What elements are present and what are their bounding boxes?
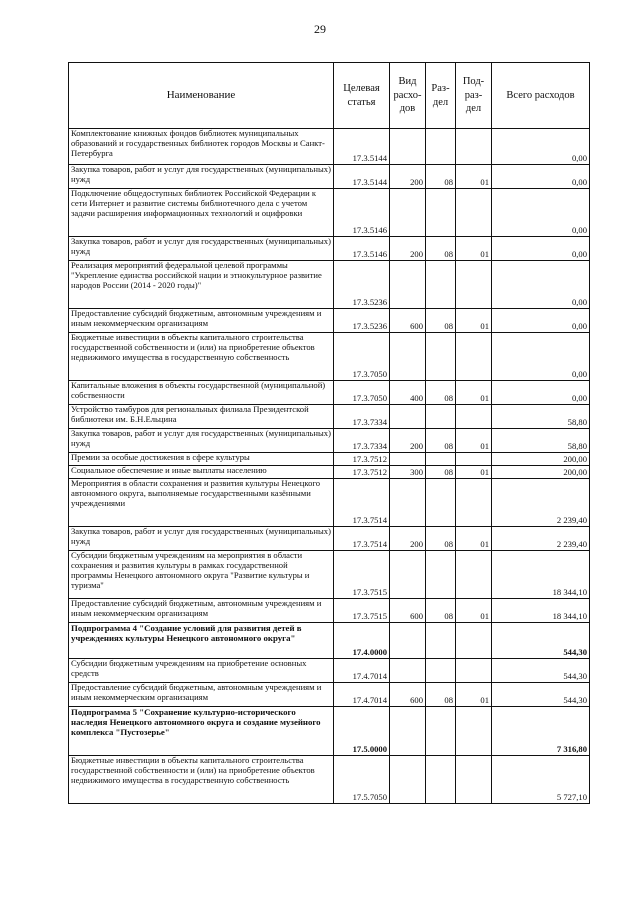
row-name: Закупка товаров, работ и услуг для государственных (муниципальных) нужд: [69, 429, 334, 453]
row-subsection: [456, 479, 492, 527]
row-subsection: 01: [456, 466, 492, 479]
row-expense-type: [390, 129, 426, 165]
row-total: 5 727,10: [492, 756, 590, 804]
row-subsection: 01: [456, 429, 492, 453]
row-subsection: [456, 405, 492, 429]
row-article: 17.3.7514: [334, 527, 390, 551]
row-total: 0,00: [492, 261, 590, 309]
table-row: [69, 165, 590, 189]
table-row: [69, 333, 590, 381]
row-name: Подпрограмма 4 "Создание условий для развития детей в учреждениях культуры Ненецкого автономного округа": [69, 623, 334, 659]
row-name: Подпрограмма 5 "Сохранение культурно-исторического наследия Ненецкого автономного округа и создание музейного комплекса "Пустозерье": [69, 707, 334, 756]
row-expense-type: 600: [390, 683, 426, 707]
row-subsection: 01: [456, 381, 492, 405]
row-article: 17.3.5144: [334, 165, 390, 189]
row-section: [426, 707, 456, 756]
row-article: 17.3.5236: [334, 309, 390, 333]
row-name: Закупка товаров, работ и услуг для государственных (муниципальных) нужд: [69, 527, 334, 551]
row-total: 0,00: [492, 381, 590, 405]
row-article: 17.3.5146: [334, 189, 390, 237]
row-section: [426, 479, 456, 527]
row-subsection: [456, 623, 492, 659]
header-subsection: Под-раз-дел: [456, 63, 492, 129]
table-row: [69, 237, 590, 261]
row-section: 08: [426, 237, 456, 261]
row-subsection: 01: [456, 237, 492, 261]
row-expense-type: 600: [390, 309, 426, 333]
row-subsection: [456, 261, 492, 309]
row-subsection: 01: [456, 309, 492, 333]
row-total: 0,00: [492, 165, 590, 189]
table-row: [69, 756, 590, 804]
row-subsection: [456, 551, 492, 599]
row-expense-type: [390, 261, 426, 309]
row-article: 17.3.7515: [334, 599, 390, 623]
row-section: 08: [426, 527, 456, 551]
row-name: Бюджетные инвестиции в объекты капитального строительства государственной собственности и (или) на приобретение объектов недвижимого имущества в государственную собственность: [69, 333, 334, 381]
row-article: 17.3.7512: [334, 466, 390, 479]
row-total: 0,00: [492, 333, 590, 381]
row-article: 17.3.7512: [334, 453, 390, 466]
row-expense-type: [390, 551, 426, 599]
row-article: 17.5.7050: [334, 756, 390, 804]
row-section: [426, 623, 456, 659]
row-subsection: [456, 189, 492, 237]
row-section: 08: [426, 381, 456, 405]
row-expense-type: 200: [390, 165, 426, 189]
table-row: [69, 189, 590, 237]
row-name: Бюджетные инвестиции в объекты капитального строительства государственной собственности и (или) на приобретение объектов недвижимого имущества в государственную собственность: [69, 756, 334, 804]
table-row: [69, 381, 590, 405]
row-expense-type: 400: [390, 381, 426, 405]
row-section: [426, 453, 456, 466]
table-row: [69, 527, 590, 551]
row-section: 08: [426, 309, 456, 333]
table-row: [69, 551, 590, 599]
row-expense-type: [390, 623, 426, 659]
table-row: [69, 453, 590, 466]
row-section: 08: [426, 429, 456, 453]
row-expense-type: [390, 756, 426, 804]
row-expense-type: [390, 453, 426, 466]
row-total: 544,30: [492, 659, 590, 683]
row-subsection: 01: [456, 683, 492, 707]
row-article: 17.3.5144: [334, 129, 390, 165]
row-subsection: 01: [456, 165, 492, 189]
header-expense-type: Вид расхо-дов: [390, 63, 426, 129]
row-name: Закупка товаров, работ и услуг для государственных (муниципальных) нужд: [69, 165, 334, 189]
row-total: 544,30: [492, 623, 590, 659]
table-row: [69, 683, 590, 707]
row-section: [426, 261, 456, 309]
row-name: Мероприятия в области сохранения и развития культуры Ненецкого автономного округа, выполняемые государственными казёнными учреждениями: [69, 479, 334, 527]
header-name: Наименование: [69, 63, 334, 129]
row-subsection: [456, 333, 492, 381]
row-article: 17.5.0000: [334, 707, 390, 756]
row-name: Капитальные вложения в объекты государственной (муниципальной) собственности: [69, 381, 334, 405]
row-article: 17.3.7334: [334, 429, 390, 453]
row-expense-type: 200: [390, 527, 426, 551]
row-name: Комплектование книжных фондов библиотек муниципальных образований и государственных библиотек городов Москвы и Санкт-Петербурга: [69, 129, 334, 165]
row-article: 17.3.7334: [334, 405, 390, 429]
row-section: [426, 551, 456, 599]
row-article: 17.4.7014: [334, 659, 390, 683]
row-total: 0,00: [492, 237, 590, 261]
table-row: [69, 707, 590, 756]
row-total: 0,00: [492, 189, 590, 237]
row-section: 08: [426, 683, 456, 707]
table-row: [69, 623, 590, 659]
table-row: [69, 129, 590, 165]
table-row: [69, 599, 590, 623]
row-article: 17.3.7515: [334, 551, 390, 599]
row-total: 200,00: [492, 453, 590, 466]
row-total: 544,30: [492, 683, 590, 707]
page-number: 29: [314, 22, 326, 36]
table-row: [69, 429, 590, 453]
row-total: 18 344,10: [492, 599, 590, 623]
row-article: 17.3.7050: [334, 381, 390, 405]
header-article: Целевая статья: [334, 63, 390, 129]
table-row: [69, 405, 590, 429]
row-section: 08: [426, 599, 456, 623]
budget-table: [68, 62, 590, 804]
row-name: Предоставление субсидий бюджетным, автономным учреждениям и иным некоммерческим организациям: [69, 683, 334, 707]
row-article: 17.3.7514: [334, 479, 390, 527]
row-article: 17.3.5236: [334, 261, 390, 309]
row-name: Устройство тамбуров для региональных филиала Президентской библиотеки им. Б.Н.Ельцина: [69, 405, 334, 429]
row-total: 18 344,10: [492, 551, 590, 599]
row-article: 17.3.5146: [334, 237, 390, 261]
row-subsection: 01: [456, 599, 492, 623]
row-total: 0,00: [492, 129, 590, 165]
row-total: 200,00: [492, 466, 590, 479]
header-section: Раз-дел: [426, 63, 456, 129]
row-expense-type: 600: [390, 599, 426, 623]
row-total: 58,80: [492, 405, 590, 429]
row-section: [426, 756, 456, 804]
row-article: 17.3.7050: [334, 333, 390, 381]
row-total: 2 239,40: [492, 527, 590, 551]
row-name: Субсидии бюджетным учреждениям на приобретение основных средств: [69, 659, 334, 683]
row-name: Закупка товаров, работ и услуг для государственных (муниципальных) нужд: [69, 237, 334, 261]
table-row: [69, 261, 590, 309]
row-expense-type: [390, 659, 426, 683]
row-name: Предоставление субсидий бюджетным, автономным учреждениям и иным некоммерческим организациям: [69, 309, 334, 333]
row-section: 08: [426, 466, 456, 479]
row-expense-type: 200: [390, 429, 426, 453]
row-total: 0,00: [492, 309, 590, 333]
row-name: Подключение общедоступных библиотек Российской Федерации к сети Интернет и развитие системы библиотечного дела с учетом задачи расширения информационных технологий и оцифровки: [69, 189, 334, 237]
row-expense-type: [390, 333, 426, 381]
row-total: 7 316,80: [492, 707, 590, 756]
row-subsection: [456, 129, 492, 165]
row-expense-type: [390, 405, 426, 429]
table-row: [69, 309, 590, 333]
row-subsection: 01: [456, 527, 492, 551]
row-expense-type: [390, 707, 426, 756]
row-article: 17.4.7014: [334, 683, 390, 707]
row-expense-type: 300: [390, 466, 426, 479]
row-name: Премии за особые достижения в сфере культуры: [69, 453, 334, 466]
row-expense-type: [390, 479, 426, 527]
row-section: [426, 189, 456, 237]
header-total: Всего расходов: [492, 63, 590, 129]
row-subsection: [456, 707, 492, 756]
row-article: 17.4.0000: [334, 623, 390, 659]
row-section: 08: [426, 165, 456, 189]
row-total: 58,80: [492, 429, 590, 453]
row-expense-type: [390, 189, 426, 237]
row-name: Предоставление субсидий бюджетным, автономным учреждениям и иным некоммерческим организациям: [69, 599, 334, 623]
row-section: [426, 405, 456, 429]
row-section: [426, 129, 456, 165]
table-row: [69, 659, 590, 683]
row-total: 2 239,40: [492, 479, 590, 527]
row-name: Реализация мероприятий федеральной целевой программы "Укрепление единства российской нации и этнокультурное развитие народов России (2014 - 2020 годы)": [69, 261, 334, 309]
row-subsection: [456, 453, 492, 466]
row-subsection: [456, 659, 492, 683]
row-subsection: [456, 756, 492, 804]
row-expense-type: 200: [390, 237, 426, 261]
row-name: Социальное обеспечение и иные выплаты населению: [69, 466, 334, 479]
table-row: [69, 466, 590, 479]
row-section: [426, 659, 456, 683]
row-section: [426, 333, 456, 381]
row-name: Субсидии бюджетным учреждениям на мероприятия в области сохранения и развития культуры в рамках государственной программы Ненецкого автономного округа "Развитие культуры и туризма": [69, 551, 334, 599]
table-row: [69, 479, 590, 527]
